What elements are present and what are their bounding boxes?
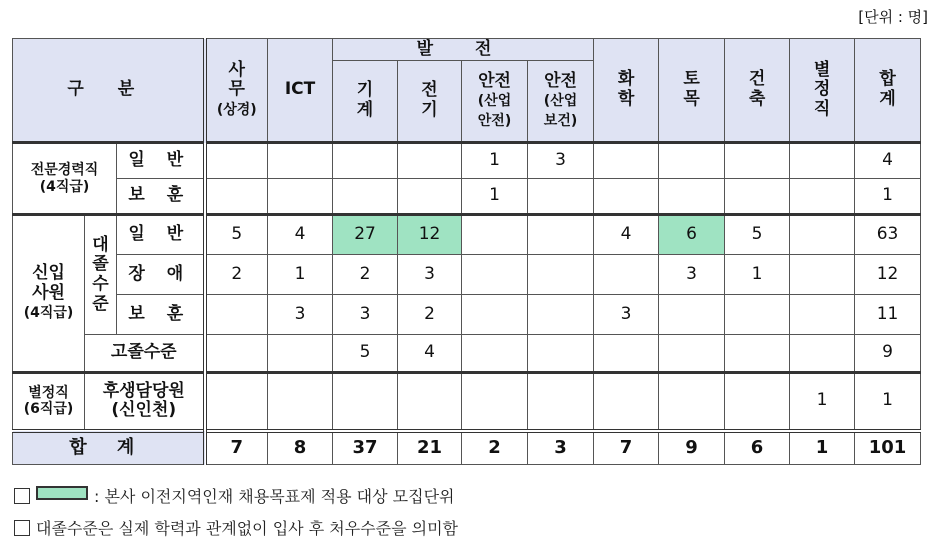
header-gigye: 기 계 [333, 61, 398, 143]
header-ict: ICT [268, 39, 333, 143]
table-row [13, 295, 921, 335]
header-gubun: 구 분 [13, 39, 205, 143]
cell-highlight: 6 [659, 215, 725, 255]
cell: 1 [855, 179, 921, 215]
special-label: 별정직 (6직급) [13, 373, 85, 431]
cell: 3 [333, 295, 398, 335]
cell: 3 [528, 431, 594, 465]
cell: 1 [462, 179, 528, 215]
cell: 4 [398, 335, 462, 373]
cell: 1 [790, 373, 855, 431]
univ-level-label: 대 졸 수 준 [85, 215, 117, 335]
cell: 5 [333, 335, 398, 373]
row-label: 보 훈 [117, 295, 205, 335]
cell: 1 [268, 255, 333, 295]
special-role-label: 후생담당원 (신인천) [85, 373, 205, 431]
header-row-1 [13, 39, 921, 61]
recruitment-table [12, 38, 921, 465]
cell: 2 [462, 431, 528, 465]
cell: 1 [790, 431, 855, 465]
header-anjeon2: 안전 (산업 보건) [528, 61, 594, 143]
table-row [13, 255, 921, 295]
total-row [13, 431, 921, 465]
education-note: 대졸수준은 실제 학력과 관계없이 입사 후 처우수준을 의미함 [14, 516, 458, 539]
table-row [13, 179, 921, 215]
cell: 11 [855, 295, 921, 335]
row-label: 보 훈 [117, 179, 205, 215]
table-row [13, 335, 921, 373]
header-geonchuk: 건 축 [725, 39, 790, 143]
cell: 4 [594, 215, 659, 255]
cell: 3 [398, 255, 462, 295]
cell: 7 [205, 431, 268, 465]
highlight-swatch-icon [36, 486, 88, 500]
header-hwahak: 화 학 [594, 39, 659, 143]
header-total: 합 계 [855, 39, 921, 143]
cell: 9 [855, 335, 921, 373]
checkbox-icon [14, 520, 30, 536]
header-anjeon1: 안전 (산업 안전) [462, 61, 528, 143]
cell: 7 [594, 431, 659, 465]
table-row [13, 373, 921, 431]
cell: 1 [725, 255, 790, 295]
total-label: 합 계 [13, 431, 205, 465]
header-byeoljeong: 별 정 직 [790, 39, 855, 143]
cell: 2 [398, 295, 462, 335]
cell: 3 [594, 295, 659, 335]
header-baljeon: 발 전 [333, 39, 594, 61]
cell: 4 [855, 143, 921, 179]
cell: 4 [268, 215, 333, 255]
cell: 3 [268, 295, 333, 335]
cell: 8 [268, 431, 333, 465]
cell: 1 [462, 143, 528, 179]
table-row [13, 215, 921, 255]
cell: 9 [659, 431, 725, 465]
new-hire-label: 신입 사원 (4직급) [13, 215, 85, 373]
cell: 1 [855, 373, 921, 431]
cell: 6 [725, 431, 790, 465]
header-samu: 사 무 (상경) [205, 39, 268, 143]
cell: 2 [333, 255, 398, 295]
cell: 21 [398, 431, 462, 465]
cell-highlight: 27 [333, 215, 398, 255]
cell: 101 [855, 431, 921, 465]
cell: 3 [528, 143, 594, 179]
row-label: 장 애 [117, 255, 205, 295]
row-label: 일 반 [117, 143, 205, 179]
header-jeongi: 전 기 [398, 61, 462, 143]
checkbox-icon [14, 488, 30, 504]
row-label: 일 반 [117, 215, 205, 255]
cell: 5 [725, 215, 790, 255]
unit-label: [단위 : 명] [858, 8, 928, 26]
cell: 2 [205, 255, 268, 295]
row-label: 고졸수준 [85, 335, 205, 373]
table-row [13, 143, 921, 179]
cell-highlight: 12 [398, 215, 462, 255]
cell: 5 [205, 215, 268, 255]
legend-note: : 본사 이전지역인재 채용목표제 적용 대상 모집단위 [14, 484, 454, 507]
cell: 12 [855, 255, 921, 295]
cell: 3 [659, 255, 725, 295]
cell: 37 [333, 431, 398, 465]
header-tomok: 토 목 [659, 39, 725, 143]
cell: 63 [855, 215, 921, 255]
career-label: 전문경력직 (4직급) [13, 143, 117, 215]
